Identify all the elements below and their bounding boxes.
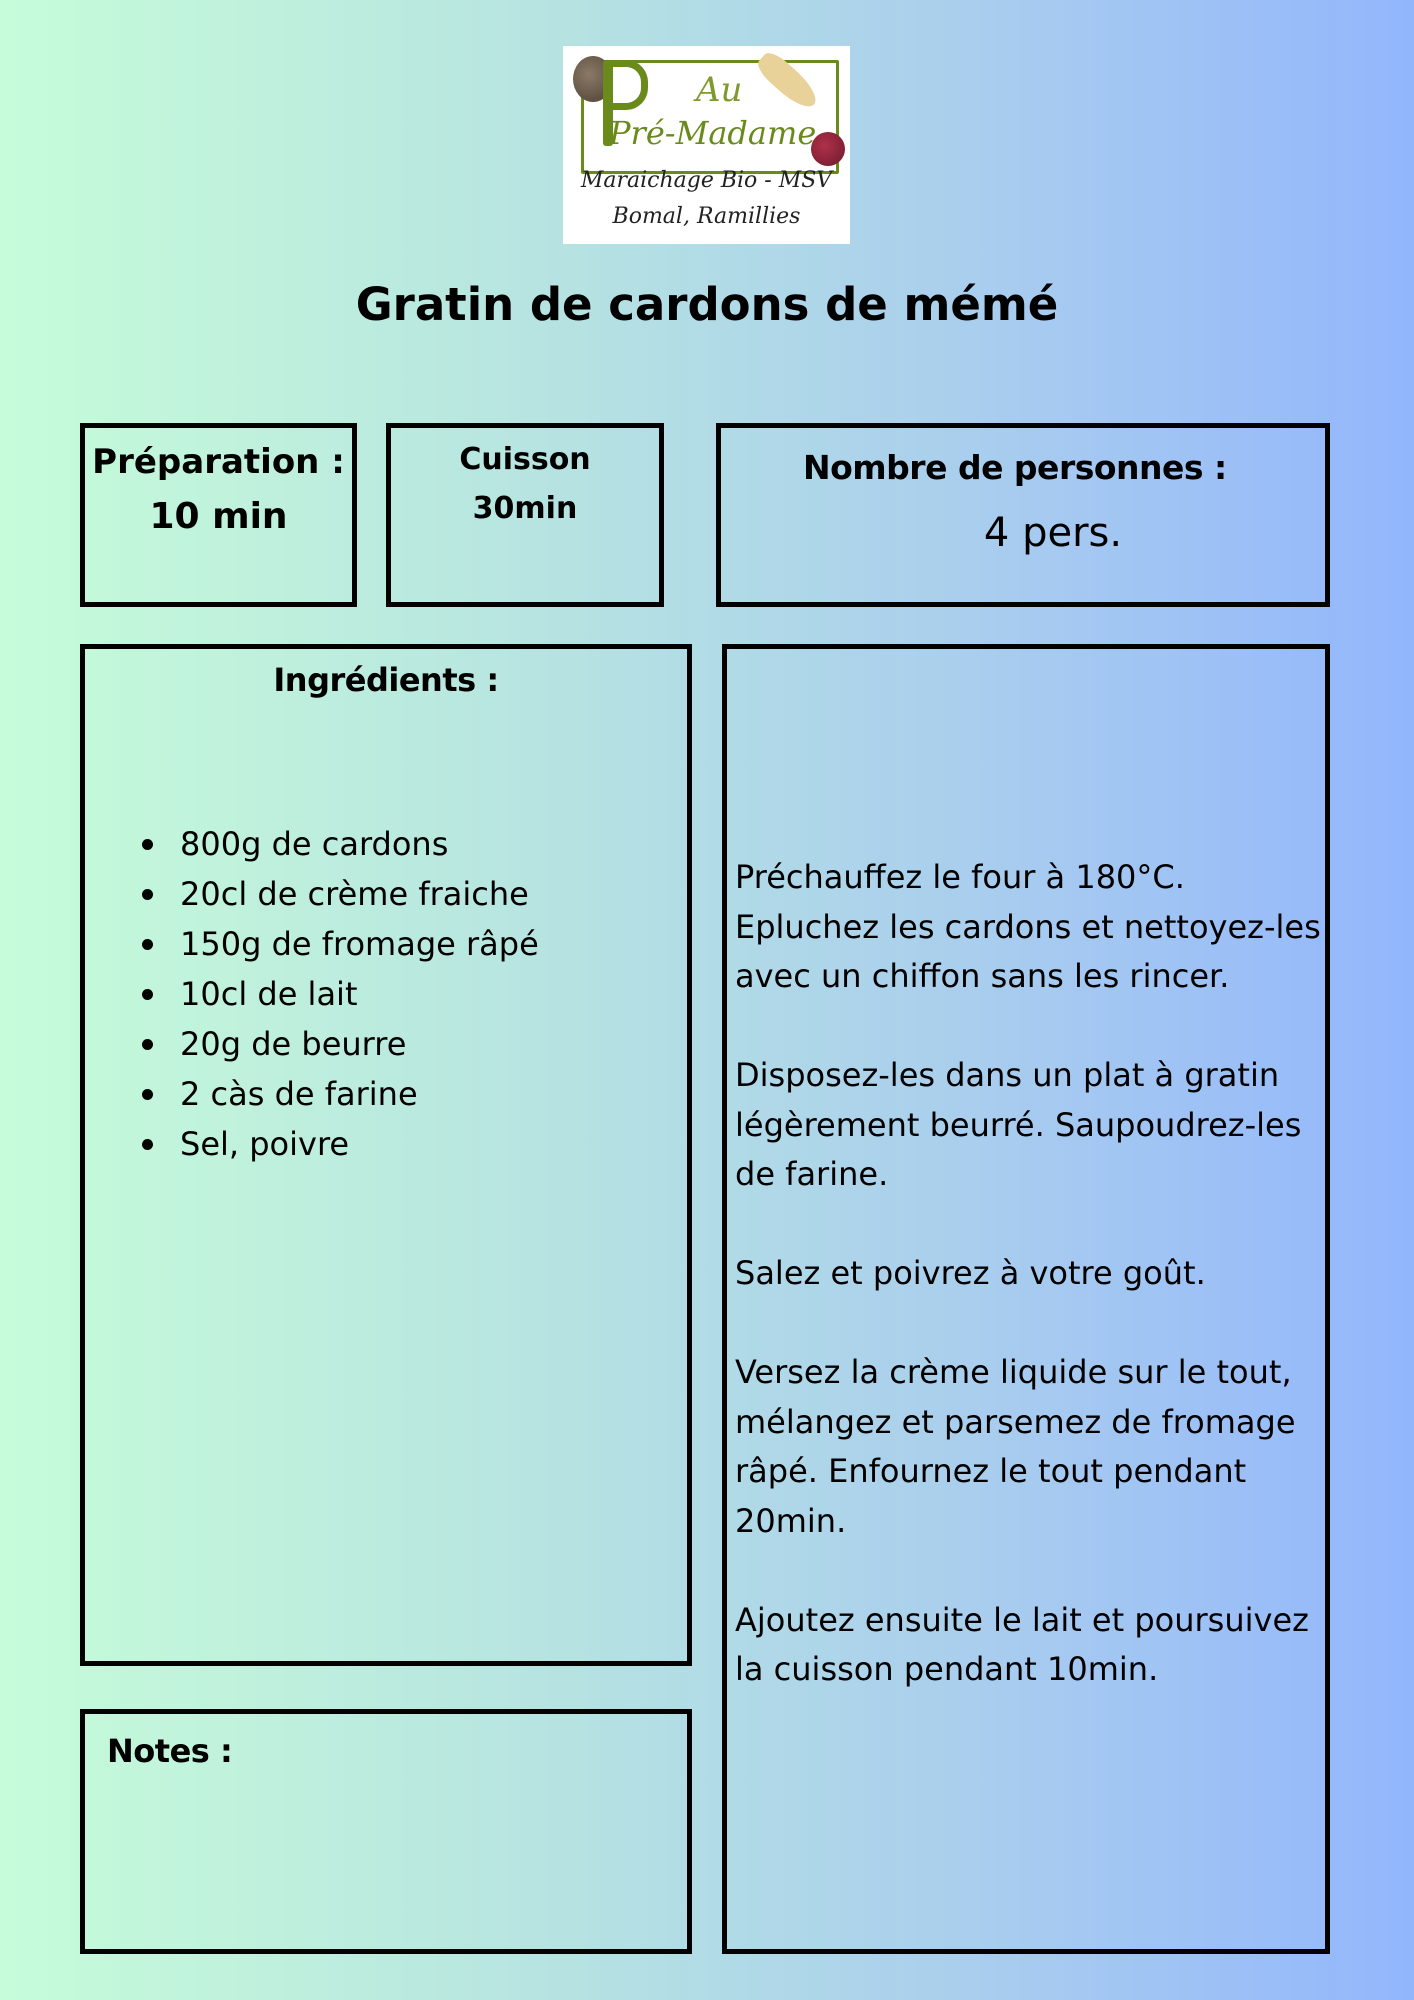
notes-box xyxy=(80,1709,692,1954)
notes-label: Notes : xyxy=(107,1732,233,1770)
servings-box xyxy=(716,423,1330,607)
instruction-step: Préchauffez le four à 180°C. Epluchez les cardons et nettoyez-les avec un chiffon sans les rincer. xyxy=(735,858,1321,995)
logo-location: Bomal, Ramillies xyxy=(612,204,801,229)
instruction-step: Versez la crème liquide sur le tout, mélangez et parsemez de fromage râpé. Enfournez le tout pendant 20min. xyxy=(735,1353,1296,1540)
ingredient-item: 20cl de crème fraiche xyxy=(140,869,539,919)
preparation-label: Préparation : xyxy=(92,442,345,482)
ingredients-label: Ingrédients : xyxy=(273,661,499,699)
ingredient-item: 20g de beurre xyxy=(140,1019,539,1069)
instruction-step: Ajoutez ensuite le lait et poursuivez la cuisson pendant 10min. xyxy=(735,1600,1309,1688)
logo-brand-bottom: Pré-Madame xyxy=(609,114,817,152)
ingredients-box xyxy=(80,644,692,1666)
instruction-step: Salez et poivrez à votre goût. xyxy=(735,1254,1206,1292)
ingredient-item: 150g de fromage râpé xyxy=(140,919,539,969)
instructions-text xyxy=(735,853,1325,1744)
preparation-value: 10 min xyxy=(149,496,288,537)
ingredients-list xyxy=(140,819,539,1169)
recipe-title: Gratin de cardons de mémé xyxy=(355,278,1059,331)
preparation-box xyxy=(80,423,357,607)
ingredient-item: 2 càs de farine xyxy=(140,1069,539,1119)
brand-logo xyxy=(563,46,850,244)
ingredient-item: 10cl de lait xyxy=(140,969,539,1019)
ingredient-item: Sel, poivre xyxy=(140,1119,539,1169)
servings-value: 4 pers. xyxy=(983,510,1123,556)
cuisson-box xyxy=(386,423,664,607)
instructions-box xyxy=(722,644,1330,1954)
logo-brand-top: Au xyxy=(696,70,743,110)
logo-tagline: Maraichage Bio - MSV xyxy=(580,168,833,193)
ingredient-item: 800g de cardons xyxy=(140,819,539,869)
servings-label: Nombre de personnes : xyxy=(803,448,1227,487)
cuisson-value: 30min xyxy=(472,491,578,526)
cuisson-label: Cuisson xyxy=(459,442,591,477)
instruction-step: Disposez-les dans un plat à gratin légèrement beurré. Saupoudrez-les de farine. xyxy=(735,1056,1302,1193)
